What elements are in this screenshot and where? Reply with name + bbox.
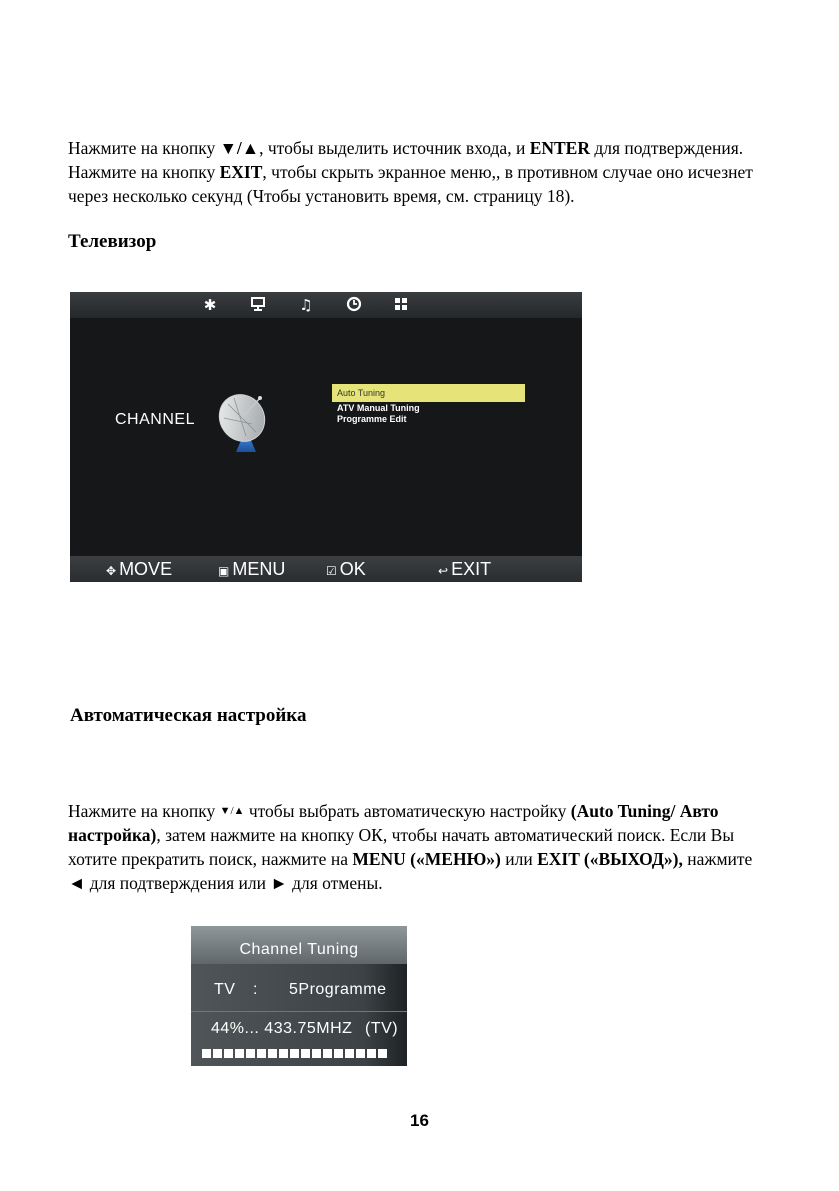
progress-segment (268, 1049, 277, 1058)
channel-tuning-box: Channel Tuning TV : 5Programme 44%... 433.75MHZ (TV) (191, 926, 407, 1066)
divider (191, 1011, 407, 1012)
progress-segment (323, 1049, 332, 1058)
progress-segment (257, 1049, 266, 1058)
menu-hint: ▣ MENU (218, 559, 286, 579)
monitor-icon[interactable] (249, 296, 267, 314)
osd-top-bar (70, 292, 582, 318)
progress-segment (334, 1049, 343, 1058)
enter-key-label: ENTER (529, 138, 590, 158)
progress-segment (356, 1049, 365, 1058)
move-hint: ✥ MOVE (106, 559, 173, 579)
progress-segment (345, 1049, 354, 1058)
channel-menu-label: CHANNEL (115, 411, 195, 428)
intro-paragraph (68, 136, 768, 208)
intro-line-1: Нажмите на кнопку ▼/▲, чтобы выделить источник входа, и ENTER для подтверждения. (68, 138, 744, 158)
music-note-icon[interactable]: ♫ (299, 296, 313, 314)
move-arrows-icon: ✥ (106, 564, 117, 578)
ok-hint: ☑ OK (326, 559, 366, 579)
osd-bottom-bar (70, 556, 582, 582)
progress-segment (224, 1049, 233, 1058)
menu-item-atv-manual-tuning[interactable]: ATV Manual Tuning (337, 403, 420, 413)
menu-item-programme-edit[interactable]: Programme Edit (337, 414, 407, 424)
exit-term: EXIT («ВЫХОД»), (537, 849, 683, 869)
arrow-keys-label: ▼/▲ (219, 138, 260, 158)
progress-segment (378, 1049, 387, 1058)
ok-checkbox-icon: ☑ (326, 564, 337, 578)
progress-segment (246, 1049, 255, 1058)
menu-item-auto-tuning[interactable]: Auto Tuning (332, 384, 525, 402)
left-arrow-glyph: ◄ (68, 873, 86, 893)
exit-key-label: EXIT (219, 162, 263, 182)
gear-icon[interactable]: ✱ (203, 296, 217, 314)
intro-line-2: Нажмите на кнопку EXIT, чтобы скрыть экранное меню,, в противном случае оно исчезнет через несколько секунд (Чтобы установить время, см. страницу 18). (68, 162, 753, 206)
tuning-progress-bar (202, 1049, 387, 1058)
progress-segment (235, 1049, 244, 1058)
satellite-dish-icon (212, 390, 282, 456)
progress-segment (301, 1049, 310, 1058)
progress-segment (290, 1049, 299, 1058)
right-arrow-glyph: ► (270, 873, 288, 893)
channel-menu-list (332, 384, 525, 425)
clock-icon[interactable] (345, 296, 363, 314)
section-title-auto-tuning: Автоматическая настройка (70, 705, 307, 726)
menu-button-icon: ▣ (218, 564, 230, 578)
grid-icon[interactable] (392, 296, 410, 314)
tv-osd-screen (70, 292, 582, 582)
menu-term: MENU («МЕНЮ») (352, 849, 501, 869)
exit-return-icon: ↩ (438, 564, 449, 578)
channel-tuning-title: Channel Tuning (191, 926, 407, 964)
progress-segment (202, 1049, 211, 1058)
auto-tuning-paragraph: Нажмите на кнопку ▼/▲ чтобы выбрать автоматическую настройку (Auto Tuning/ Авто настройка), затем нажмите на кнопку ОК, чтобы начать автоматический поиск. Если Вы хотите прекратить поиск, нажмите на MENU («МЕНЮ») или EXIT («ВЫХОД»), нажмите ◄ для подтверждения или ► для отмены. (68, 801, 753, 893)
section-title-tv: Телевизор (68, 231, 157, 252)
progress-segment (312, 1049, 321, 1058)
page-number: 16 (410, 1111, 429, 1130)
auto-tuning-term: (Auto Tuning/ Авто настройка) (68, 801, 719, 845)
exit-hint: ↩ EXIT (438, 559, 492, 579)
progress-segment (279, 1049, 288, 1058)
arrow-keys-small: ▼/▲ (219, 805, 245, 817)
progress-segment (367, 1049, 376, 1058)
progress-segment (213, 1049, 222, 1058)
